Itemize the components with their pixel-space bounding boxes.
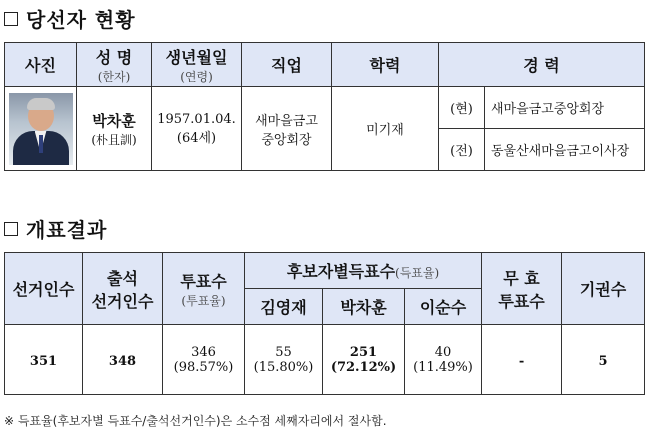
cell-candidate-2: 251 (72.12%) <box>323 325 405 395</box>
header-photo: 사진 <box>5 43 77 87</box>
cell-electors: 351 <box>5 325 83 395</box>
winner-birth-cell <box>152 87 242 171</box>
winner-name: 박차훈 <box>92 111 136 130</box>
header-candidate-2: 박차훈 <box>323 289 405 325</box>
header-name: 성 명 (한자) <box>77 43 152 87</box>
section-title-text: 당선자 현황 <box>26 8 136 32</box>
winner-table <box>4 42 645 171</box>
cell-abstain: 5 <box>562 325 645 395</box>
checkbox-square-icon <box>4 222 18 236</box>
cell-invalid: - <box>482 325 562 395</box>
career-text-current: 새마을금고중앙회장 <box>485 87 645 129</box>
career-text-former: 동울산새마을금고이사장 <box>485 129 645 171</box>
winner-education-cell: 미기재 <box>332 87 439 171</box>
section-title-winner <box>4 4 136 33</box>
cell-candidate-3: 40 (11.49%) <box>405 325 482 395</box>
cell-candidate-1: 55 (15.80%) <box>245 325 323 395</box>
header-education: 학력 <box>332 43 439 87</box>
result-table <box>4 252 645 395</box>
section-title-text: 개표결과 <box>26 218 108 242</box>
header-invalid: 무 효 투표수 <box>482 253 562 325</box>
winner-photo-cell <box>5 87 77 171</box>
winner-photo <box>9 93 73 165</box>
header-abstain: 기권수 <box>562 253 645 325</box>
header-birth: 생년월일 (연령) <box>152 43 242 87</box>
header-job: 직업 <box>242 43 332 87</box>
cell-attending: 348 <box>83 325 163 395</box>
header-electors: 선거인수 <box>5 253 83 325</box>
header-career: 경 력 <box>439 43 645 87</box>
winner-name-cell <box>77 87 152 171</box>
header-candidate-3: 이순수 <box>405 289 482 325</box>
career-tag-current: (현) <box>439 87 485 129</box>
career-tag-former: (전) <box>439 129 485 171</box>
winner-job-cell: 새마을금고 중앙회장 <box>242 87 332 171</box>
header-candidate-votes: 후보자별득표수(득표율) <box>245 253 482 289</box>
winner-hanja: (朴且訓) <box>91 132 137 147</box>
header-candidate-1: 김영재 <box>245 289 323 325</box>
header-votes: 투표수 (투표율) <box>163 253 245 325</box>
section-title-results <box>4 214 107 243</box>
footnote: ※ 득표율(후보자별 득표수/출석선거인수)은 소수점 세째자리에서 절사함. <box>4 414 387 428</box>
winner-birth: 1957.01.04. <box>157 111 236 127</box>
winner-age: (64세) <box>176 130 217 146</box>
cell-votes: 346 (98.57%) <box>163 325 245 395</box>
header-attending: 출석 선거인수 <box>83 253 163 325</box>
checkbox-square-icon <box>4 12 18 26</box>
